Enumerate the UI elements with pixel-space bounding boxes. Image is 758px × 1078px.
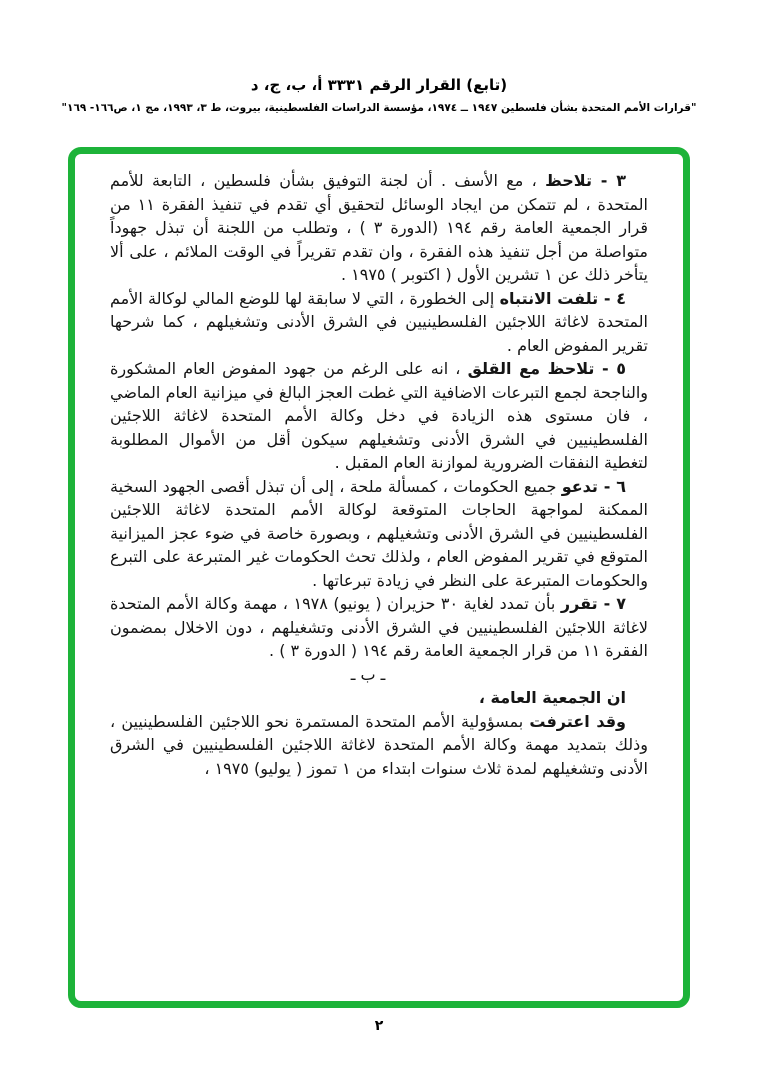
paragraph-6-body: جميع الحكومات ، كمسألة ملحة ، إلى أن تبذل أقصى الجهود السخية الممكنة لمواجهة الحاجات المتوقعة لوكالة الأمم المتحدة لاغاثة اللاجئين الفلسطينيين في الشرق الأدنى وتشغيلهم ، وبصورة خاصة في ضوء عجز الميزانية المتوقع في تقرير المفوض العام ، ولذلك تحث الحكومات غير المتبرعة على التبرع والحكومات المتبرعة على النظر في زيادة تبرعاتها .: [110, 476, 648, 590]
section-b-paragraph-lead: وقد اعترفت: [529, 711, 626, 731]
page-header: [0, 76, 758, 114]
source-citation-line: "قرارات الأمم المتحدة بشأن فلسطين ١٩٤٧ ــ ١٩٧٤، مؤسسة الدراسات الفلسطينية، بيروت، ط ٣، ١٩٩٣، مج ١، ص١٦٦- ١٦٩": [61, 102, 697, 114]
paragraph-4-lead: ٤ - تلفت الانتباه: [499, 288, 627, 308]
paragraph-3-body: ، مع الأسف . أن لجنة التوفيق بشأن فلسطين ، التابعة للأمم المتحدة ، لم تتمكن من ايجاد الوسائل لتحقيق أي تقدم في تنفيذ الفقرة ١١ من قرار الجمعية العامة رقم ١٩٤ (الدورة ٣ ) ، وتطلب من اللجنة أن تبذل جهوداً متواصلة من أجل تنفيذ هذه الفقرة ، وان تقدم تقريراً في الوقت الملائم ، على ألا يتأخر ذلك عن ١ تشرين الأول ( اكتوبر ) ١٩٧٥ .: [110, 171, 649, 284]
section-b-paragraph-body: بمسؤولية الأمم المتحدة المستمرة نحو اللاجئين الفلسطينيين ، وذلك بتمديد مهمة وكالة الأمم المتحدة لاغاثة اللاجئين الفلسطينيين في الشرق الأدنى وتشغيلهم لمدة ثلاث سنوات ابتداء من ١ تموز ( يوليو) ١٩٧٥ ،: [110, 711, 648, 778]
paragraph-3-lead: ٣ - تلاحظ: [545, 171, 626, 190]
paragraph-5: [110, 357, 648, 475]
resolution-continuation-title: (تابع) القرار الرقم ٣٣٣١ أ، ب، ج، د: [250, 76, 508, 94]
paragraph-5-lead: ٥ - تلاحظ مع القلق: [467, 359, 626, 378]
paragraph-4: [110, 287, 648, 358]
section-b-separator: ـ ب ـ: [350, 664, 386, 684]
paragraph-7: [110, 592, 648, 663]
paragraph-7-lead: ٧ - تقرر: [560, 594, 626, 613]
section-b-heading: ان الجمعية العامة ،: [478, 688, 626, 707]
paragraph-7-body: بأن تمدد لغاية ٣٠ حزيران ( يونيو) ١٩٧٨ ، مهمة وكالة الأمم المتحدة لاغاثة اللاجئين الفلسطينيين في الشرق الأدنى وتشغيلهم ، دون الاخلال بمضمون الفقرة ١١ من قرار الجمعية العامة رقم ١٩٤ ( الدورة ٣ ) .: [110, 594, 648, 660]
resolution-text-block: [110, 169, 648, 780]
page-number: ٢: [374, 1018, 384, 1034]
paragraph-3: [110, 169, 648, 287]
paragraph-5-body: ، انه على الرغم من جهود المفوض العام المشكورة والناجحة لجمع التبرعات الاضافية التي غطت العجز البالغ في ميزانية العام الماضي ، فان مستوى هذه الزيادة في دخل وكالة الأمم المتحدة لاغاثة اللاجئين الفلسطينيين في الشرق الأدنى وتشغيلهم سيكون أقل من الأموال المطلوبة لتغطية النفقات الضرورية لموازنة العام المقبل .: [110, 359, 648, 472]
section-b-paragraph: [110, 710, 648, 781]
paragraph-6: [110, 475, 648, 593]
paragraph-4-body: إلى الخطورة ، التي لا سابقة لها للوضع المالي لوكالة الأمم المتحدة لاغاثة اللاجئين الفلسطينيين في الشرق الأدنى وتشغيلهم ، كما شرحها تقرير المفوض العام .: [110, 288, 648, 355]
paragraph-6-lead: ٦ - تدعو: [561, 476, 627, 496]
